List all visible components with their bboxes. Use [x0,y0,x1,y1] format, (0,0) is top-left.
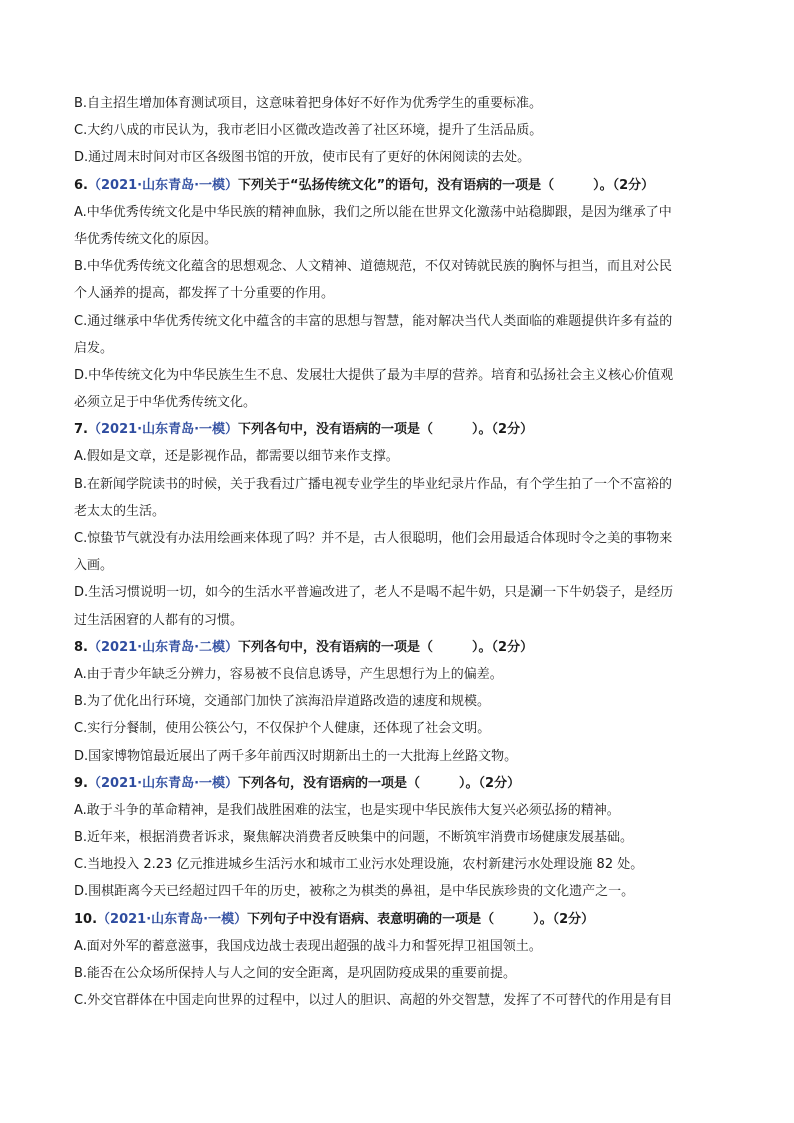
answer-option-line: B.中华优秀传统文化蕴含的思想观念、人文精神、道德规范，不仅对铸就民族的胸怀与担当，而且对公民 [74,259,673,275]
question-source: （2021·山东青岛·一模） [97,911,248,927]
answer-option-line: C.通过继承中华优秀传统文化中蕴含的丰富的思想与智慧，能对解决当代人类面临的难题提供许多有益的 [74,313,673,329]
answer-option-line: C.外交官群体在中国走向世界的过程中，以过人的胆识、高超的外交智慧，发挥了不可替代的作用是有目 [74,993,673,1009]
answer-option-line: A.中华优秀传统文化是中华民族的精神血脉，我们之所以能在世界文化激荡中站稳脚跟，是因为继承了中 [74,204,672,220]
answer-option-line: C.惊蛰节气就没有办法用绘画来体现了吗？并不是，古人很聪明，他们会用最适合体现时令之美的事物来 [74,531,673,546]
answer-option-line: A.由于青少年缺乏分辨力，容易被不良信息诱导，产生思想行为上的偏差。 [74,666,503,682]
question-source: （2021·山东青岛·一模） [87,177,239,193]
question-source: （2021·山东青岛·一模） [87,775,239,791]
answer-option-line: D.中华传统文化为中华民族生生不息、发展壮大提供了最为丰厚的营养。培育和弘扬社会主义核心价值观 [74,367,674,383]
question-heading [74,770,724,797]
answer-option-line: 个人涵养的提高，都发挥了十分重要的作用。 [74,286,335,302]
question-number: 9. [74,775,88,791]
question-number: 7. [74,422,88,438]
answer-option-line: A.面对外军的蓄意滋事，我国戍边战士表现出超强的战斗力和誓死捍卫祖国领土。 [74,938,542,954]
question-source: （2021·山东青岛·二模） [87,639,239,655]
answer-option-line: 入画。 [74,558,114,574]
answer-option-line: 过生活困窘的人都有的习惯。 [74,612,244,628]
answer-option-line: D.生活习惯说明一切，如今的生活水平普遍改进了，老人不是喝不起牛奶，只是涮一下牛奶袋子，是经历 [74,585,674,601]
question-heading [74,172,724,199]
answer-option-line: D.通过周末时间对市区各级图书馆的开放，使市民有了更好的休闲阅读的去处。 [74,150,531,166]
question-number: 8. [74,639,88,655]
question-stem: 下列句子中没有语病、表意明确的一项是（ ）。（2分） [247,911,595,927]
answer-option-line: B.近年来，根据消费者诉求，聚焦解决消费者反映集中的问题，不断筑牢消费市场健康发展基础。 [74,830,634,846]
answer-option-line: C.当地投入 2.23 亿元推进城乡生活污水和城市工业污水处理设施，农村新建污水处理设施 82 处。 [74,857,644,873]
answer-option-line: B.为了优化出行环境，交通部门加快了滨海沿岸道路改造的速度和规模。 [74,694,491,710]
answer-option-line: 启发。 [74,340,114,356]
question-number: 10. [74,911,98,927]
answer-option-line: B.在新闻学院读书的时候，关于我看过广播电视专业学生的毕业纪录片作品，有个学生拍了一个不富裕的 [74,476,673,492]
answer-option-line: B.自主招生增加体育测试项目，这意味着把身体好不好作为优秀学生的重要标准。 [74,96,543,111]
answer-option-line: D.围棋距离今天已经超过四千年的历史，被称之为棋类的鼻祖，是中华民族珍贵的文化遗产之一。 [74,884,635,900]
question-stem: 下列各句中，没有语病的一项是（ ）。（2分） [238,639,534,655]
answer-option-line: C.大约八成的市民认为，我市老旧小区微改造改善了社区环境，提升了生活品质。 [74,123,543,139]
question-heading [74,416,724,443]
answer-option-line: A.敢于斗争的革命精神，是我们战胜困难的法宝，也是实现中华民族伟大复兴必须弘扬的精神。 [74,802,620,818]
question-number: 6. [74,177,88,193]
question-stem: 下列各句，没有语病的一项是（ ）。（2分） [238,775,521,791]
question-heading [74,634,724,661]
question-stem: 下列关于“弘扬传统文化”的语句，没有语病的一项是（ ）。（2分） [238,177,655,193]
question-stem: 下列各句中，没有语病的一项是（ ）。（2分） [238,422,534,438]
question-heading [74,906,724,933]
answer-option-line: 老太太的生活。 [74,503,166,519]
answer-option-line: 华优秀传统文化的原因。 [74,231,218,247]
answer-option-line: D.国家博物馆最近展出了两千多年前西汉时期新出土的一大批海上丝路文物。 [74,748,518,764]
answer-option-line: B.能否在公众场所保持人与人之间的安全距离，是巩固防疫成果的重要前提。 [74,966,517,981]
answer-option-line: C.实行分餐制，使用公筷公勺，不仅保护个人健康，还体现了社会文明。 [74,721,491,737]
answer-option-line: A.假如是文章，还是影视作品，都需要以细节来作支撑。 [74,449,399,465]
exam-page [74,90,724,1014]
question-source: （2021·山东青岛·一模） [87,422,239,438]
answer-option-line: 必须立足于中华优秀传统文化。 [74,395,257,411]
